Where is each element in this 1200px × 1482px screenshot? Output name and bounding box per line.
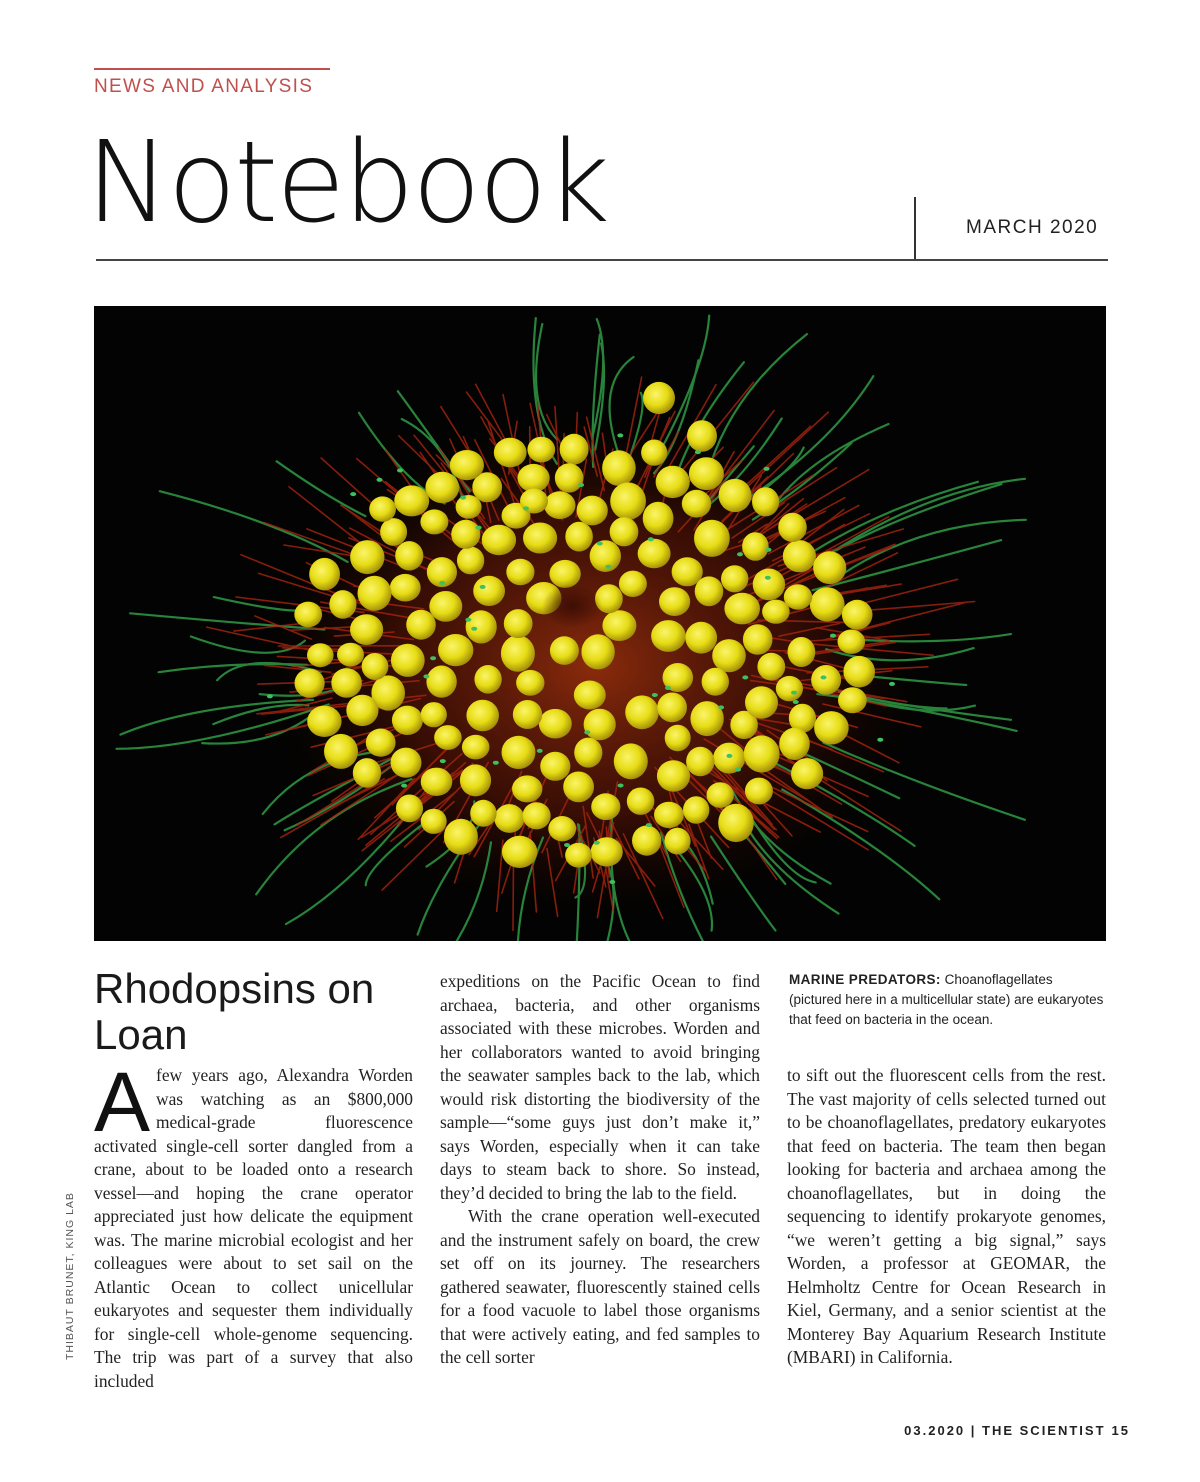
- bacterium-speck: [766, 548, 772, 552]
- cell: [712, 639, 746, 672]
- cell: [366, 729, 396, 757]
- drop-cap: A: [94, 1055, 151, 1149]
- cell: [783, 540, 816, 572]
- cell: [548, 816, 576, 841]
- cell: [337, 643, 364, 667]
- cell: [811, 665, 841, 695]
- bacterium-speck: [440, 759, 446, 763]
- bacterium-speck: [480, 585, 486, 589]
- cell: [516, 670, 544, 696]
- bacterium-speck: [397, 468, 403, 472]
- bacterium-speck: [877, 738, 883, 742]
- cell: [657, 760, 690, 791]
- bacterium-speck: [617, 433, 623, 437]
- bacterium-speck: [726, 754, 732, 758]
- cell: [420, 509, 448, 534]
- bacterium-speck: [465, 618, 471, 622]
- microscopy-illustration: [94, 306, 1106, 941]
- cell: [610, 517, 639, 546]
- cell: [744, 735, 780, 772]
- cell: [380, 518, 407, 546]
- cell: [718, 804, 754, 842]
- cell: [544, 491, 575, 519]
- bacterium-speck: [401, 784, 407, 788]
- cell: [369, 496, 396, 521]
- bacterium-speck: [652, 693, 658, 697]
- cell: [350, 540, 384, 574]
- bacterium-speck: [821, 675, 827, 679]
- cell: [602, 450, 636, 486]
- cell: [742, 532, 769, 561]
- cell: [625, 695, 659, 729]
- cell: [494, 438, 527, 468]
- cell: [307, 643, 334, 667]
- cell: [685, 622, 717, 654]
- page-folio: [904, 1423, 1130, 1438]
- cell: [456, 495, 482, 519]
- cell: [329, 590, 356, 619]
- bacterium-speck: [765, 576, 771, 580]
- cell: [574, 681, 606, 710]
- cell: [563, 772, 594, 803]
- cell: [523, 802, 551, 829]
- cell: [470, 800, 496, 827]
- bacterium-speck: [471, 627, 477, 631]
- cell: [294, 602, 322, 628]
- cell: [396, 795, 423, 823]
- cell: [421, 809, 447, 834]
- cell: [643, 382, 675, 414]
- cell: [778, 513, 807, 542]
- page-number: 15: [1111, 1423, 1130, 1438]
- cell: [641, 440, 667, 466]
- bacterium-speck: [793, 700, 799, 704]
- cell: [753, 569, 785, 601]
- cell: [350, 614, 383, 645]
- bacterium-speck: [439, 581, 445, 585]
- caption-text: Choanoflagellates (pictured here in a multicellular state) are eukaryotes that feed on bacteria in the ocean.: [789, 972, 1104, 1027]
- cell: [518, 464, 550, 492]
- cell: [466, 610, 497, 643]
- cell: [707, 782, 734, 808]
- cell: [406, 610, 436, 640]
- cell: [460, 764, 491, 796]
- cell: [555, 463, 584, 492]
- bacterium-speck: [889, 682, 895, 686]
- cell: [638, 539, 671, 569]
- cell: [482, 525, 516, 555]
- cell: [565, 843, 592, 868]
- cell: [504, 609, 533, 638]
- cell: [426, 666, 456, 698]
- cell: [395, 541, 423, 570]
- cell: [683, 796, 709, 824]
- bacterium-speck: [493, 761, 499, 765]
- cell: [502, 836, 537, 868]
- cell: [346, 695, 378, 726]
- bacterium-speck: [648, 537, 654, 541]
- cell: [429, 591, 462, 622]
- cell: [549, 560, 580, 588]
- cell: [502, 736, 536, 769]
- cell: [656, 466, 690, 498]
- cell: [619, 571, 647, 597]
- article-paragraph: few years ago, Alexandra Worden was watching as an $800,000 medical-grade fluorescence activated single-cell sorter dangled from a crane, about to be loaded onto a research vessel—and hoping the crane operator appreciated just how delicate the equipment was. The marine microbial ecologist and her colleagues were about to set sail on the Atlantic Ocean to collect unicellular eukaryotes and sequester them individually for single-cell whole-genome sequencing. The trip was part of a survey that also included: [94, 1065, 413, 1391]
- cell: [473, 576, 505, 606]
- bacterium-speck: [350, 492, 356, 496]
- cell: [451, 520, 480, 549]
- cell: [438, 634, 473, 666]
- article-column-1: [94, 1055, 413, 1393]
- bacterium-speck: [618, 784, 624, 788]
- cell: [752, 487, 779, 516]
- cell: [757, 653, 785, 681]
- bacterium-speck: [764, 467, 770, 471]
- cell: [295, 669, 325, 698]
- cell: [434, 725, 462, 750]
- cell: [791, 758, 823, 789]
- folio-text: 03.2020 | THE SCIENTIST: [904, 1423, 1106, 1438]
- cell: [421, 702, 447, 727]
- cell: [814, 711, 849, 744]
- cell: [362, 653, 389, 680]
- cell: [501, 635, 535, 671]
- cell: [307, 706, 341, 737]
- article-column-2: [440, 970, 760, 1370]
- cell: [584, 709, 616, 741]
- bacterium-speck: [718, 705, 724, 709]
- cell: [654, 802, 684, 828]
- cell: [466, 700, 499, 732]
- bacterium-speck: [665, 686, 671, 690]
- photo-credit: THIBAUT BRUNET, KING LAB: [64, 1192, 76, 1360]
- article-paragraph: With the crane operation well-executed and the instrument safely on board, the crew set off on its journey. The researchers gathered seawater, fluorescently stained cells for a food vacuole to label those organisms that were actively eating, and fed samples to the cell sorter: [440, 1206, 760, 1367]
- bacterium-speck: [564, 843, 570, 847]
- cell: [843, 656, 875, 688]
- cell: [506, 559, 534, 586]
- cell: [724, 593, 760, 625]
- bacterium-speck: [609, 880, 615, 884]
- bacterium-speck: [742, 675, 748, 679]
- cell: [784, 584, 812, 609]
- cell: [494, 804, 524, 833]
- caption-lead: MARINE PREDATORS:: [789, 972, 941, 987]
- bacterium-speck: [537, 749, 543, 753]
- cell: [574, 738, 602, 768]
- cell: [687, 420, 717, 452]
- bacterium-speck: [584, 730, 590, 734]
- cell: [686, 747, 714, 777]
- cell: [602, 610, 636, 641]
- cell: [694, 520, 730, 557]
- cell: [390, 574, 421, 602]
- cell: [391, 644, 425, 677]
- cell: [462, 735, 490, 760]
- cell: [643, 502, 674, 535]
- bacterium-speck: [423, 674, 429, 678]
- bacterium-speck: [737, 552, 743, 556]
- cell: [474, 665, 501, 694]
- cell: [762, 600, 790, 624]
- cell: [591, 793, 620, 820]
- image-caption: [789, 970, 1107, 1030]
- bacterium-speck: [476, 526, 482, 530]
- cell: [659, 587, 690, 616]
- article-column-3: [787, 1064, 1106, 1370]
- cell: [702, 668, 729, 696]
- issue-date: MARCH 2020: [966, 217, 1099, 238]
- cell: [540, 752, 570, 781]
- section-label: NEWS AND ANALYSIS: [94, 76, 314, 97]
- cell: [838, 630, 866, 654]
- article-paragraph: expeditions on the Pacific Ocean to find archaea, bacteria, and other organisms associated with these microbes. Worden and her collaborators wanted to avoid bringing the seawater samples back to the lab, which would risk distorting the biodiversity of the sample—“some guys just don’t make it,” says Worden, especially when it can take days to steam back to shore. So instead, they’d decided to bring the lab to the field.: [440, 971, 760, 1203]
- cell: [581, 634, 614, 669]
- bacterium-speck: [430, 656, 436, 660]
- cell: [788, 637, 816, 667]
- cell: [810, 587, 845, 621]
- cell: [444, 819, 478, 855]
- masthead-title: Notebook: [86, 118, 609, 248]
- cell: [657, 693, 687, 723]
- cell: [331, 668, 362, 698]
- cell: [324, 734, 358, 769]
- cell: [813, 551, 846, 584]
- cell: [719, 479, 752, 512]
- article-paragraph: to sift out the fluorescent cells from the rest. The vast majority of cells selected turned out to be choanoflagellates, predatory eukaryotes that feed on bacteria. The team then began looking for bacteria and archaea among the choanoflagellates, but in doing the sequencing to identify prokaryote genomes, “we weren’t getting a big signal,” says Worden, a professor at GEOMAR, the Helmholtz Centre for Ocean Research in Kiel, Germany, and a senior scientist at the Monterey Bay Aquarium Research Institute (MBARI) in California.: [787, 1065, 1106, 1367]
- cell: [689, 457, 724, 490]
- cell: [353, 758, 381, 788]
- article-headline: Rhodopsins on Loan: [94, 965, 375, 1058]
- section-rule: [94, 68, 330, 70]
- cell: [421, 768, 453, 796]
- cell: [614, 743, 648, 779]
- cell: [838, 687, 867, 713]
- cell: [450, 450, 484, 480]
- cell: [610, 482, 646, 519]
- cell: [457, 547, 484, 575]
- cell: [394, 485, 429, 516]
- header-rule: [96, 259, 1108, 261]
- cell: [577, 496, 608, 526]
- cell: [745, 778, 773, 805]
- cell: [695, 576, 724, 606]
- bacterium-speck: [594, 841, 600, 845]
- cell: [590, 540, 621, 572]
- cell: [309, 558, 340, 591]
- bacterium-speck: [578, 483, 584, 487]
- cell: [392, 706, 423, 735]
- bacterium-speck: [267, 694, 273, 698]
- bacterium-speck: [791, 691, 797, 695]
- cell: [682, 490, 711, 518]
- cell: [745, 686, 778, 719]
- bacterium-speck: [735, 768, 741, 772]
- bacterium-speck: [377, 478, 383, 482]
- cell: [527, 437, 555, 463]
- cell: [632, 826, 661, 856]
- bacterium-speck: [460, 496, 466, 500]
- cell: [665, 725, 691, 752]
- cell: [358, 576, 392, 611]
- bacterium-speck: [646, 823, 652, 827]
- cell: [391, 748, 422, 778]
- bacterium-speck: [523, 506, 529, 510]
- cell: [512, 775, 542, 802]
- cell: [776, 676, 803, 701]
- cell: [513, 700, 542, 729]
- cell: [779, 728, 810, 760]
- hero-image-choanoflagellate-colony: [94, 306, 1106, 941]
- bacterium-speck: [830, 634, 836, 638]
- cell: [565, 522, 593, 552]
- cell: [664, 828, 690, 855]
- cell: [721, 565, 748, 592]
- cell: [743, 624, 773, 655]
- cell: [560, 434, 589, 465]
- masthead-divider: [914, 197, 916, 259]
- bacterium-speck: [605, 565, 611, 569]
- cell: [550, 636, 579, 665]
- cell: [539, 709, 572, 739]
- cell: [651, 620, 686, 652]
- cell: [627, 788, 655, 815]
- cell: [425, 472, 459, 503]
- cell: [523, 523, 557, 554]
- bacterium-speck: [597, 542, 603, 546]
- bacterium-speck: [695, 450, 701, 454]
- cell: [842, 600, 873, 630]
